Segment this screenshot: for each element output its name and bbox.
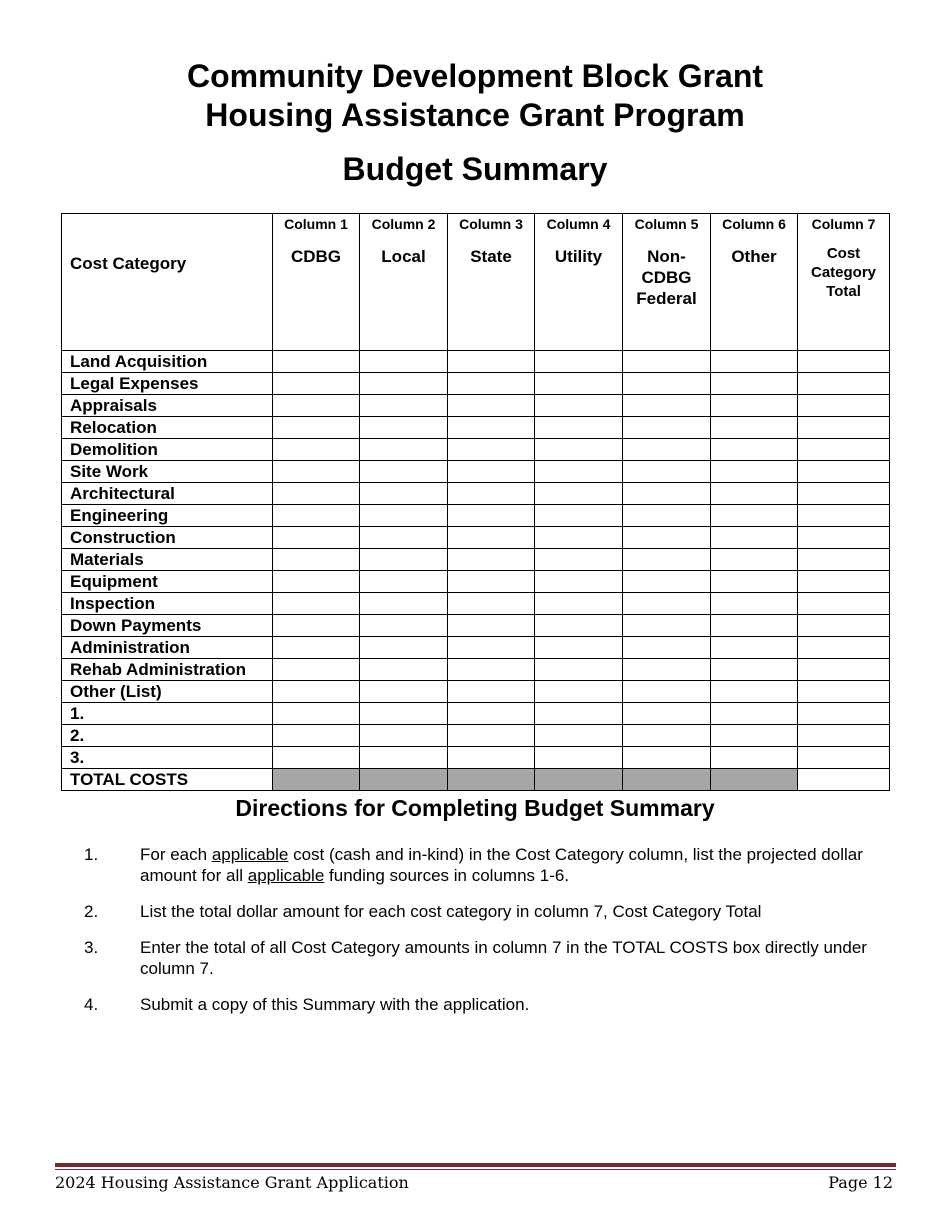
entry-cell[interactable]	[448, 659, 535, 681]
entry-cell[interactable]	[798, 439, 890, 461]
item-number: 1.	[84, 845, 99, 864]
entry-cell[interactable]	[798, 505, 890, 527]
table-row	[62, 659, 890, 681]
table-row	[62, 725, 890, 747]
entry-cell[interactable]	[623, 351, 711, 373]
table-header-row	[62, 214, 890, 351]
entry-cell[interactable]	[360, 615, 448, 637]
entry-cell[interactable]	[535, 505, 623, 527]
table-body	[62, 351, 890, 791]
row-label: Rehab Administration	[62, 659, 273, 681]
entry-cell[interactable]	[711, 747, 798, 769]
list-item	[84, 844, 894, 886]
directions-list	[84, 844, 894, 1030]
entry-cell[interactable]	[623, 571, 711, 593]
table-row	[62, 505, 890, 527]
entry-cell[interactable]	[798, 637, 890, 659]
entry-cell[interactable]	[623, 593, 711, 615]
table-row	[62, 395, 890, 417]
entry-cell[interactable]	[360, 505, 448, 527]
row-label: Other (List)	[62, 681, 273, 703]
row-label: Engineering	[62, 505, 273, 527]
shaded-cell	[623, 769, 711, 791]
entry-cell[interactable]	[798, 659, 890, 681]
row-label: Architectural	[62, 483, 273, 505]
entry-cell[interactable]	[623, 703, 711, 725]
column-name: Cost Category Total	[810, 245, 877, 300]
entry-cell[interactable]	[448, 351, 535, 373]
entry-cell[interactable]	[535, 615, 623, 637]
shaded-cell	[273, 769, 360, 791]
entry-cell[interactable]	[360, 571, 448, 593]
row-label: 1.	[62, 703, 273, 725]
shaded-cell	[360, 769, 448, 791]
entry-cell[interactable]	[273, 395, 360, 417]
table-row	[62, 461, 890, 483]
entry-cell[interactable]	[535, 395, 623, 417]
table-row	[62, 439, 890, 461]
page-title: Budget Summary	[342, 151, 608, 187]
entry-cell[interactable]	[798, 527, 890, 549]
entry-cell[interactable]	[273, 703, 360, 725]
entry-cell[interactable]	[448, 593, 535, 615]
entry-cell[interactable]	[448, 703, 535, 725]
column-header	[360, 214, 448, 351]
entry-cell[interactable]	[623, 505, 711, 527]
entry-cell[interactable]	[798, 483, 890, 505]
entry-cell[interactable]	[273, 461, 360, 483]
entry-cell[interactable]	[535, 483, 623, 505]
column-number: Column 2	[371, 216, 436, 232]
column-header	[623, 214, 711, 351]
entry-cell[interactable]	[711, 637, 798, 659]
entry-cell[interactable]	[535, 571, 623, 593]
row-label: 2.	[62, 725, 273, 747]
column-name: Other	[731, 247, 777, 266]
entry-cell[interactable]	[711, 505, 798, 527]
directions-title: Directions for Completing Budget Summary	[235, 795, 715, 821]
entry-cell[interactable]	[623, 483, 711, 505]
entry-cell[interactable]	[535, 417, 623, 439]
entry-cell[interactable]	[535, 373, 623, 395]
budget-summary-table	[61, 213, 890, 791]
row-label: Relocation	[62, 417, 273, 439]
column-name: Utility	[554, 247, 603, 266]
entry-cell[interactable]	[448, 505, 535, 527]
entry-cell[interactable]	[711, 725, 798, 747]
column-number: Column 4	[546, 216, 611, 232]
entry-cell[interactable]	[360, 637, 448, 659]
entry-cell[interactable]	[535, 725, 623, 747]
row-label: Inspection	[62, 593, 273, 615]
column-name: State	[470, 247, 512, 266]
item-number: 3.	[84, 938, 99, 957]
entry-cell[interactable]	[711, 373, 798, 395]
entry-cell[interactable]	[711, 461, 798, 483]
footer-divider	[55, 1163, 896, 1170]
entry-cell[interactable]	[623, 395, 711, 417]
entry-cell[interactable]	[535, 439, 623, 461]
entry-cell[interactable]	[360, 747, 448, 769]
entry-cell[interactable]	[273, 439, 360, 461]
entry-cell[interactable]	[360, 703, 448, 725]
item-number: 2.	[84, 902, 99, 921]
item-text: List the total dollar amount for each cost category in column 7, Cost Category Total	[140, 902, 762, 921]
entry-cell[interactable]	[448, 373, 535, 395]
entry-cell[interactable]	[535, 461, 623, 483]
item-text: Enter the total of all Cost Category amounts in column 7 in the TOTAL COSTS box directly under column 7.	[140, 938, 867, 978]
entry-cell[interactable]	[623, 417, 711, 439]
title-line-1: Community Development Block Grant	[186, 58, 764, 94]
shaded-cell	[535, 769, 623, 791]
entry-cell[interactable]	[273, 351, 360, 373]
entry-cell[interactable]	[448, 615, 535, 637]
entry-cell[interactable]	[273, 593, 360, 615]
column-name: Non-CDBG Federal	[636, 247, 697, 308]
entry-cell[interactable]	[798, 351, 890, 373]
entry-cell[interactable]	[448, 549, 535, 571]
column-number: Column 5	[634, 216, 699, 232]
entry-cell[interactable]	[535, 703, 623, 725]
entry-cell[interactable]	[798, 461, 890, 483]
entry-cell[interactable]	[711, 483, 798, 505]
entry-cell[interactable]	[711, 703, 798, 725]
entry-cell[interactable]	[711, 659, 798, 681]
column-header	[448, 214, 535, 351]
row-label: Construction	[62, 527, 273, 549]
entry-cell[interactable]	[535, 659, 623, 681]
entry-cell[interactable]	[798, 395, 890, 417]
row-label: Legal Expenses	[62, 373, 273, 395]
row-label: Site Work	[62, 461, 273, 483]
entry-cell[interactable]	[623, 527, 711, 549]
title-line-2: Housing Assistance Grant Program	[205, 97, 745, 133]
row-label: Appraisals	[62, 395, 273, 417]
table-row	[62, 571, 890, 593]
entry-cell[interactable]	[798, 747, 890, 769]
row-label: Land Acquisition	[62, 351, 273, 373]
column-name: Local	[381, 247, 426, 266]
entry-cell[interactable]	[623, 681, 711, 703]
entry-cell[interactable]	[798, 549, 890, 571]
table-row	[62, 351, 890, 373]
entry-cell[interactable]	[273, 747, 360, 769]
entry-cell[interactable]	[711, 395, 798, 417]
entry-cell[interactable]	[711, 527, 798, 549]
entry-cell[interactable]	[273, 505, 360, 527]
list-item	[84, 994, 894, 1015]
entry-cell[interactable]	[360, 527, 448, 549]
entry-cell[interactable]	[273, 417, 360, 439]
item-number: 4.	[84, 995, 99, 1014]
table-row	[62, 637, 890, 659]
entry-cell[interactable]	[535, 747, 623, 769]
entry-cell[interactable]	[273, 373, 360, 395]
entry-cell[interactable]	[360, 395, 448, 417]
entry-cell[interactable]	[273, 527, 360, 549]
entry-cell[interactable]	[711, 351, 798, 373]
entry-cell[interactable]	[448, 395, 535, 417]
table-row	[62, 373, 890, 395]
entry-cell[interactable]	[623, 659, 711, 681]
column-header	[798, 214, 890, 351]
entry-cell[interactable]	[535, 351, 623, 373]
table-row	[62, 417, 890, 439]
entry-cell[interactable]	[798, 593, 890, 615]
column-number: Column 1	[284, 216, 348, 232]
shaded-cell	[448, 769, 535, 791]
entry-cell[interactable]	[360, 483, 448, 505]
entry-cell[interactable]	[360, 373, 448, 395]
entry-cell[interactable]	[623, 747, 711, 769]
table-row	[62, 703, 890, 725]
column-name: CDBG	[290, 247, 342, 266]
row-label: Down Payments	[62, 615, 273, 637]
entry-cell[interactable]	[535, 637, 623, 659]
entry-cell[interactable]	[623, 439, 711, 461]
entry-cell[interactable]	[448, 439, 535, 461]
table-row	[62, 593, 890, 615]
column-number: Column 7	[811, 216, 876, 232]
entry-cell[interactable]	[273, 681, 360, 703]
entry-cell[interactable]	[273, 659, 360, 681]
entry-cell[interactable]	[273, 549, 360, 571]
table-row	[62, 747, 890, 769]
entry-cell[interactable]	[360, 351, 448, 373]
entry-cell[interactable]	[273, 725, 360, 747]
entry-cell[interactable]	[623, 637, 711, 659]
entry-cell[interactable]	[448, 461, 535, 483]
entry-cell[interactable]	[798, 681, 890, 703]
column-header	[273, 214, 360, 351]
entry-cell[interactable]	[535, 681, 623, 703]
shaded-cell	[711, 769, 798, 791]
entry-cell[interactable]	[360, 439, 448, 461]
entry-cell[interactable]	[535, 527, 623, 549]
row-label: Materials	[62, 549, 273, 571]
row-label: Administration	[62, 637, 273, 659]
row-label: Demolition	[62, 439, 273, 461]
entry-cell[interactable]	[798, 769, 890, 791]
entry-cell[interactable]	[711, 593, 798, 615]
column-number: Column 3	[459, 216, 523, 232]
entry-cell[interactable]	[535, 549, 623, 571]
row-label: TOTAL COSTS	[62, 769, 273, 791]
table-row	[62, 615, 890, 637]
table-row	[62, 549, 890, 571]
entry-cell[interactable]	[711, 615, 798, 637]
table-row	[62, 681, 890, 703]
entry-cell[interactable]	[448, 747, 535, 769]
table-row	[62, 769, 890, 791]
row-label: Equipment	[62, 571, 273, 593]
entry-cell[interactable]	[798, 373, 890, 395]
entry-cell[interactable]	[711, 571, 798, 593]
entry-cell[interactable]	[623, 461, 711, 483]
row-label: 3.	[62, 747, 273, 769]
footer-document-title: 2024 Housing Assistance Grant Application	[55, 1173, 409, 1192]
entry-cell[interactable]	[448, 527, 535, 549]
entry-cell[interactable]	[448, 725, 535, 747]
entry-cell[interactable]	[273, 615, 360, 637]
entry-cell[interactable]	[360, 725, 448, 747]
entry-cell[interactable]	[273, 483, 360, 505]
entry-cell[interactable]	[711, 549, 798, 571]
list-item	[84, 901, 894, 922]
footer-page-number: Page 12	[828, 1173, 893, 1192]
entry-cell[interactable]	[798, 725, 890, 747]
column-header	[535, 214, 623, 351]
entry-cell[interactable]	[711, 439, 798, 461]
entry-cell[interactable]	[360, 417, 448, 439]
table-row	[62, 527, 890, 549]
entry-cell[interactable]	[623, 549, 711, 571]
table-row	[62, 483, 890, 505]
entry-cell[interactable]	[798, 703, 890, 725]
cost-category-header: Cost Category	[62, 214, 273, 351]
entry-cell[interactable]	[711, 417, 798, 439]
entry-cell[interactable]	[798, 417, 890, 439]
entry-cell[interactable]	[448, 681, 535, 703]
column-number: Column 6	[722, 216, 786, 232]
entry-cell[interactable]	[360, 593, 448, 615]
entry-cell[interactable]	[448, 637, 535, 659]
item-text: Submit a copy of this Summary with the application.	[140, 995, 530, 1014]
entry-cell[interactable]	[360, 549, 448, 571]
entry-cell[interactable]	[623, 725, 711, 747]
list-item	[84, 937, 894, 979]
entry-cell[interactable]	[798, 615, 890, 637]
entry-cell[interactable]	[711, 681, 798, 703]
entry-cell[interactable]	[623, 373, 711, 395]
entry-cell[interactable]	[360, 659, 448, 681]
entry-cell[interactable]	[448, 571, 535, 593]
column-header	[711, 214, 798, 351]
entry-cell[interactable]	[360, 461, 448, 483]
entry-cell[interactable]	[273, 637, 360, 659]
entry-cell[interactable]	[798, 571, 890, 593]
entry-cell[interactable]	[448, 417, 535, 439]
entry-cell[interactable]	[623, 615, 711, 637]
entry-cell[interactable]	[273, 571, 360, 593]
entry-cell[interactable]	[535, 593, 623, 615]
entry-cell[interactable]	[448, 483, 535, 505]
item-text: For each applicable cost (cash and in-kind) in the Cost Category column, list the projected dollar amount for all applicable funding sources in columns 1-6.	[140, 845, 863, 885]
entry-cell[interactable]	[360, 681, 448, 703]
